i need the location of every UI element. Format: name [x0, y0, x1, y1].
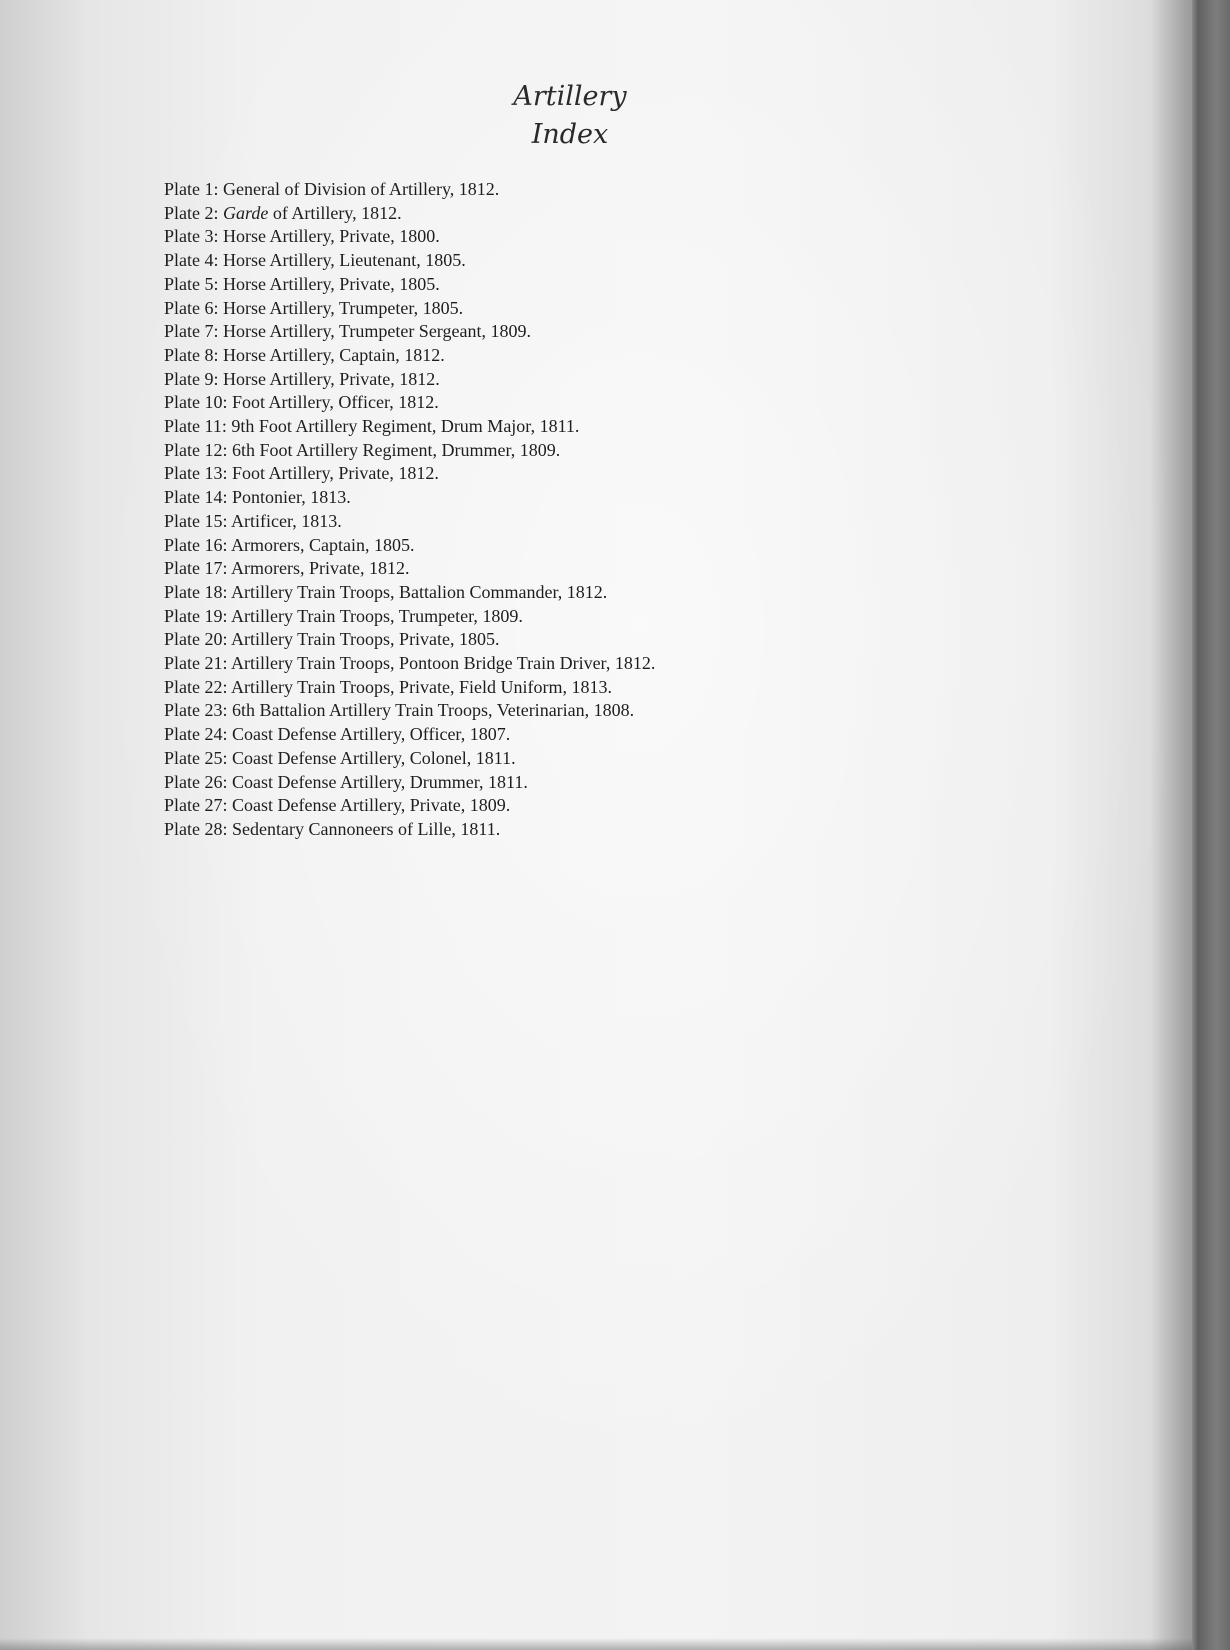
index-entry: [164, 486, 655, 510]
index-entry: [164, 699, 655, 723]
plate-number: Plate 21:: [164, 653, 228, 674]
plate-description: Artillery Train Troops, Private, Field Uniform, 1813.: [231, 676, 613, 697]
plate-number: Plate 13:: [164, 463, 228, 484]
plate-description: 6th Battalion Artillery Train Troops, Veterinarian, 1808.: [232, 700, 635, 721]
plate-number: Plate 11:: [164, 416, 227, 437]
plate-description: General of Division of Artillery, 1812.: [223, 179, 500, 199]
plate-number: Plate 19:: [164, 605, 228, 626]
index-entry: [164, 605, 655, 629]
plate-description: Foot Artillery, Officer, 1812.: [232, 392, 439, 413]
page-title: Artillery: [513, 81, 627, 112]
plate-number: Plate 12:: [164, 439, 228, 460]
index-entry: [164, 225, 655, 249]
index-entry: [164, 628, 655, 652]
plate-index-list: [164, 178, 655, 842]
book-binding-edge: [1192, 0, 1230, 1650]
plate-number: Plate 1:: [164, 179, 219, 199]
plate-description: Artificer, 1813.: [231, 510, 342, 531]
plate-number: Plate 7:: [164, 321, 219, 342]
plate-number: Plate 3:: [164, 226, 219, 247]
plate-description: Coast Defense Artillery, Officer, 1807.: [232, 724, 511, 745]
plate-description: Horse Artillery, Private, 1812.: [223, 368, 440, 389]
plate-description: Sedentary Cannoneers of Lille, 1811.: [232, 818, 501, 839]
index-entry: [164, 273, 655, 297]
index-entry: [164, 462, 655, 486]
index-entry: [164, 415, 655, 439]
index-entry: [164, 320, 655, 344]
index-entry: [164, 652, 655, 676]
index-entry: [164, 297, 655, 321]
plate-description: Foot Artillery, Private, 1812.: [232, 463, 439, 484]
index-entry: [164, 794, 655, 818]
index-entry: [164, 202, 655, 226]
plate-number: Plate 14:: [164, 487, 228, 508]
plate-number: Plate 18:: [164, 581, 228, 602]
plate-description: Horse Artillery, Trumpeter, 1805.: [223, 297, 464, 318]
index-entry: [164, 818, 655, 842]
plate-description: 6th Foot Artillery Regiment, Drummer, 1809.: [232, 439, 561, 460]
plate-number: Plate 6:: [164, 297, 219, 318]
plate-description: Artillery Train Troops, Private, 1805.: [231, 629, 500, 650]
plate-number: Plate 26:: [164, 771, 228, 792]
plate-description: Coast Defense Artillery, Private, 1809.: [232, 795, 511, 816]
plate-number: Plate 5:: [164, 273, 219, 294]
plate-number: Plate 4:: [164, 250, 219, 271]
index-entry: [164, 534, 655, 558]
index-entry: [164, 178, 655, 202]
index-entry: [164, 747, 655, 771]
index-entry: [164, 439, 655, 463]
plate-description: Pontonier, 1813.: [232, 487, 351, 508]
index-entry: [164, 249, 655, 273]
plate-description: Coast Defense Artillery, Drummer, 1811.: [232, 771, 528, 792]
page-gutter-shadow: [1150, 0, 1195, 1650]
index-entry: [164, 771, 655, 795]
plate-description: of Artillery, 1812.: [268, 202, 402, 223]
heading-block: [440, 78, 700, 154]
index-entry: [164, 581, 655, 605]
plate-description: Horse Artillery, Captain, 1812.: [223, 344, 445, 365]
plate-description: Horse Artillery, Lieutenant, 1805.: [223, 250, 466, 271]
index-entry: [164, 344, 655, 368]
plate-number: Plate 27:: [164, 795, 228, 816]
plate-number: Plate 10:: [164, 392, 228, 413]
plate-description: Horse Artillery, Private, 1800.: [223, 226, 440, 247]
plate-description: Artillery Train Troops, Trumpeter, 1809.: [231, 605, 523, 626]
plate-description: Artillery Train Troops, Pontoon Bridge Train Driver, 1812.: [231, 653, 656, 674]
plate-description: Coast Defense Artillery, Colonel, 1811.: [232, 747, 516, 768]
plate-description: Artillery Train Troops, Battalion Commander, 1812.: [231, 581, 608, 602]
plate-number: Plate 9:: [164, 368, 219, 389]
index-entry: [164, 368, 655, 392]
plate-description: Armorers, Captain, 1805.: [231, 534, 415, 555]
index-entry: [164, 510, 655, 534]
plate-number: Plate 25:: [164, 747, 228, 768]
index-entry: [164, 391, 655, 415]
index-entry: [164, 557, 655, 581]
plate-number: Plate 20:: [164, 629, 228, 650]
plate-number: Plate 22:: [164, 676, 228, 697]
plate-description: Horse Artillery, Private, 1805.: [223, 273, 440, 294]
page-subtitle: Index: [531, 119, 609, 150]
plate-description: Armorers, Private, 1812.: [231, 558, 410, 579]
plate-number: Plate 24:: [164, 724, 228, 745]
plate-number: Plate 16:: [164, 534, 228, 555]
plate-number: Plate 28:: [164, 818, 228, 839]
page-bottom-edge: [0, 1638, 1192, 1650]
plate-number: Plate 17:: [164, 558, 228, 579]
plate-number: Plate 2:: [164, 202, 219, 223]
index-entry: [164, 676, 655, 700]
index-entry: [164, 723, 655, 747]
plate-description: Horse Artillery, Trumpeter Sergeant, 1809.: [223, 321, 531, 342]
plate-number: Plate 15:: [164, 510, 228, 531]
plate-number: Plate 8:: [164, 344, 219, 365]
plate-emphasis-term: Garde: [223, 202, 269, 223]
plate-number: Plate 23:: [164, 700, 228, 721]
plate-description: 9th Foot Artillery Regiment, Drum Major, 1811.: [231, 416, 580, 437]
